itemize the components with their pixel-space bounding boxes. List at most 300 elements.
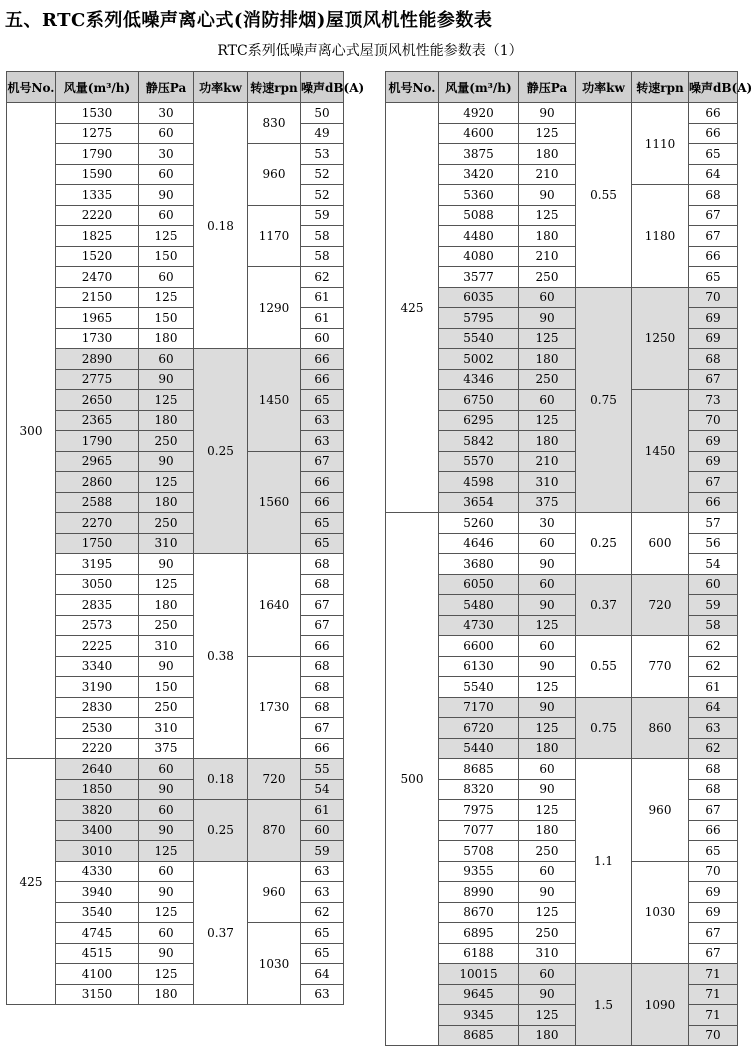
- header-model: 机号No.: [7, 72, 56, 103]
- flow-cell: 9355: [439, 861, 519, 882]
- speed-cell: 870: [248, 800, 301, 862]
- pressure-cell: 125: [519, 718, 576, 739]
- flow-cell: 6600: [439, 636, 519, 657]
- table-row: [386, 185, 738, 206]
- power-cell: 0.25: [194, 800, 248, 862]
- header-flow: 风量(m³/h): [439, 72, 519, 103]
- noise-cell: 63: [301, 410, 344, 431]
- flow-cell: 5540: [439, 677, 519, 698]
- table-row: [7, 267, 344, 288]
- noise-cell: 59: [689, 595, 738, 616]
- noise-cell: 69: [689, 902, 738, 923]
- flow-cell: 2775: [56, 369, 139, 390]
- flow-cell: 2365: [56, 410, 139, 431]
- pressure-cell: 310: [139, 533, 194, 554]
- table-row: [7, 656, 344, 677]
- header-speed: 转速rpn: [248, 72, 301, 103]
- pressure-cell: 90: [519, 984, 576, 1005]
- flow-cell: 1590: [56, 164, 139, 185]
- pressure-cell: 125: [139, 226, 194, 247]
- flow-cell: 2220: [56, 738, 139, 759]
- pressure-cell: 90: [519, 308, 576, 329]
- flow-cell: 6050: [439, 574, 519, 595]
- table-row: [386, 574, 738, 595]
- table-row: [7, 144, 344, 165]
- table-row: [7, 349, 344, 370]
- noise-cell: 67: [301, 595, 344, 616]
- power-cell: 0.25: [576, 513, 632, 575]
- pressure-cell: 125: [519, 902, 576, 923]
- noise-cell: 67: [689, 472, 738, 493]
- pressure-cell: 90: [519, 103, 576, 124]
- flow-cell: 3577: [439, 267, 519, 288]
- header-power: 功率kw: [194, 72, 248, 103]
- pressure-cell: 60: [139, 205, 194, 226]
- pressure-cell: 210: [519, 164, 576, 185]
- flow-cell: 3400: [56, 820, 139, 841]
- power-cell: 0.55: [576, 636, 632, 698]
- noise-cell: 60: [301, 820, 344, 841]
- pressure-cell: 180: [139, 492, 194, 513]
- pressure-cell: 180: [139, 595, 194, 616]
- speed-cell: 1290: [248, 267, 301, 349]
- pressure-cell: 60: [139, 349, 194, 370]
- pressure-cell: 90: [139, 554, 194, 575]
- pressure-cell: 60: [139, 923, 194, 944]
- noise-cell: 62: [689, 656, 738, 677]
- noise-cell: 62: [301, 267, 344, 288]
- pressure-cell: 180: [139, 410, 194, 431]
- flow-cell: 2860: [56, 472, 139, 493]
- pressure-cell: 375: [139, 738, 194, 759]
- power-cell: 0.18: [194, 103, 248, 349]
- speed-cell: 1560: [248, 451, 301, 554]
- flow-cell: 8320: [439, 779, 519, 800]
- flow-cell: 1965: [56, 308, 139, 329]
- flow-cell: 4346: [439, 369, 519, 390]
- flow-cell: 3340: [56, 656, 139, 677]
- table-row: [386, 759, 738, 780]
- power-cell: 0.25: [194, 349, 248, 554]
- header-model: 机号No.: [386, 72, 439, 103]
- flow-cell: 3540: [56, 902, 139, 923]
- noise-cell: 67: [689, 205, 738, 226]
- model-cell: 300: [7, 103, 56, 759]
- noise-cell: 66: [301, 369, 344, 390]
- flow-cell: 3654: [439, 492, 519, 513]
- speed-cell: 1180: [632, 185, 689, 288]
- speed-cell: 1170: [248, 205, 301, 267]
- flow-cell: 5260: [439, 513, 519, 534]
- noise-cell: 63: [689, 718, 738, 739]
- noise-cell: 69: [689, 328, 738, 349]
- flow-cell: 1850: [56, 779, 139, 800]
- flow-cell: 5480: [439, 595, 519, 616]
- pressure-cell: 60: [519, 574, 576, 595]
- flow-cell: 3820: [56, 800, 139, 821]
- flow-cell: 4100: [56, 964, 139, 985]
- flow-cell: 9645: [439, 984, 519, 1005]
- speed-cell: 860: [632, 697, 689, 759]
- noise-cell: 70: [689, 287, 738, 308]
- noise-cell: 65: [689, 267, 738, 288]
- noise-cell: 66: [689, 123, 738, 144]
- table-row: [386, 287, 738, 308]
- pressure-cell: 125: [519, 615, 576, 636]
- flow-cell: 1730: [56, 328, 139, 349]
- pressure-cell: 60: [139, 164, 194, 185]
- noise-cell: 69: [689, 431, 738, 452]
- noise-cell: 70: [689, 410, 738, 431]
- noise-cell: 67: [301, 615, 344, 636]
- pressure-cell: 125: [519, 205, 576, 226]
- pressure-cell: 90: [139, 882, 194, 903]
- pressure-cell: 90: [139, 369, 194, 390]
- flow-cell: 10015: [439, 964, 519, 985]
- flow-cell: 3010: [56, 841, 139, 862]
- noise-cell: 67: [301, 718, 344, 739]
- noise-cell: 59: [301, 205, 344, 226]
- table-row: [7, 451, 344, 472]
- pressure-cell: 60: [519, 636, 576, 657]
- flow-cell: 7077: [439, 820, 519, 841]
- pressure-cell: 180: [139, 984, 194, 1005]
- pressure-cell: 125: [519, 123, 576, 144]
- pressure-cell: 125: [519, 677, 576, 698]
- flow-cell: 2470: [56, 267, 139, 288]
- flow-cell: 2220: [56, 205, 139, 226]
- pressure-cell: 310: [519, 943, 576, 964]
- pressure-cell: 125: [139, 964, 194, 985]
- flow-cell: 2650: [56, 390, 139, 411]
- table-row: [386, 964, 738, 985]
- pressure-cell: 30: [139, 144, 194, 165]
- speed-cell: 1090: [632, 964, 689, 1046]
- flow-cell: 1335: [56, 185, 139, 206]
- noise-cell: 70: [689, 1025, 738, 1046]
- performance-table-right: [385, 71, 752, 1046]
- power-cell: 0.75: [576, 287, 632, 513]
- noise-cell: 70: [689, 861, 738, 882]
- speed-cell: 830: [248, 103, 301, 144]
- pressure-cell: 30: [519, 513, 576, 534]
- power-cell: 0.37: [576, 574, 632, 636]
- pressure-cell: 250: [519, 923, 576, 944]
- flow-cell: 2835: [56, 595, 139, 616]
- noise-cell: 62: [689, 738, 738, 759]
- flow-cell: 2830: [56, 697, 139, 718]
- pressure-cell: 180: [519, 738, 576, 759]
- pressure-cell: 125: [519, 800, 576, 821]
- noise-cell: 50: [301, 103, 344, 124]
- pressure-cell: 250: [519, 369, 576, 390]
- noise-cell: 60: [301, 328, 344, 349]
- speed-cell: 600: [632, 513, 689, 575]
- noise-cell: 68: [689, 779, 738, 800]
- noise-cell: 66: [689, 103, 738, 124]
- noise-cell: 66: [301, 636, 344, 657]
- pressure-cell: 60: [139, 800, 194, 821]
- flow-cell: 5002: [439, 349, 519, 370]
- speed-cell: 1450: [248, 349, 301, 452]
- noise-cell: 68: [689, 759, 738, 780]
- noise-cell: 54: [689, 554, 738, 575]
- power-cell: 1.1: [576, 759, 632, 964]
- pressure-cell: 250: [139, 513, 194, 534]
- noise-cell: 67: [689, 923, 738, 944]
- flow-cell: 1520: [56, 246, 139, 267]
- noise-cell: 52: [301, 185, 344, 206]
- flow-cell: 5842: [439, 431, 519, 452]
- table-row: [386, 697, 738, 718]
- header-power: 功率kw: [576, 72, 632, 103]
- pressure-cell: 60: [519, 287, 576, 308]
- pressure-cell: 125: [519, 328, 576, 349]
- speed-cell: 960: [248, 144, 301, 206]
- table-row: [386, 636, 738, 657]
- flow-cell: 1750: [56, 533, 139, 554]
- noise-cell: 60: [689, 574, 738, 595]
- pressure-cell: 60: [519, 861, 576, 882]
- pressure-cell: 210: [519, 246, 576, 267]
- noise-cell: 66: [689, 246, 738, 267]
- pressure-cell: 210: [519, 451, 576, 472]
- header-pressure: 静压Pa: [139, 72, 194, 103]
- model-cell: 425: [386, 103, 439, 513]
- pressure-cell: 60: [139, 267, 194, 288]
- flow-cell: 4080: [439, 246, 519, 267]
- noise-cell: 61: [689, 677, 738, 698]
- noise-cell: 56: [689, 533, 738, 554]
- flow-cell: 2150: [56, 287, 139, 308]
- pressure-cell: 125: [139, 841, 194, 862]
- noise-cell: 58: [689, 615, 738, 636]
- flow-cell: 8685: [439, 759, 519, 780]
- pressure-cell: 375: [519, 492, 576, 513]
- table-row: [7, 554, 344, 575]
- noise-cell: 66: [301, 738, 344, 759]
- flow-cell: 3875: [439, 144, 519, 165]
- noise-cell: 66: [301, 472, 344, 493]
- pressure-cell: 150: [139, 308, 194, 329]
- pressure-cell: 90: [519, 185, 576, 206]
- pressure-cell: 310: [519, 472, 576, 493]
- table-row: [386, 103, 738, 124]
- noise-cell: 66: [689, 820, 738, 841]
- noise-cell: 58: [301, 226, 344, 247]
- noise-cell: 66: [689, 492, 738, 513]
- flow-cell: 3940: [56, 882, 139, 903]
- noise-cell: 64: [689, 164, 738, 185]
- pressure-cell: 90: [519, 882, 576, 903]
- table-subtitle: RTC系列低噪声离心式屋顶风机性能参数表（1）: [217, 43, 523, 59]
- noise-cell: 54: [301, 779, 344, 800]
- flow-cell: 2890: [56, 349, 139, 370]
- pressure-cell: 180: [519, 431, 576, 452]
- pressure-cell: 180: [519, 1025, 576, 1046]
- speed-cell: 960: [632, 759, 689, 862]
- flow-cell: 7975: [439, 800, 519, 821]
- noise-cell: 71: [689, 964, 738, 985]
- speed-cell: 1250: [632, 287, 689, 390]
- flow-cell: 5708: [439, 841, 519, 862]
- power-cell: 1.5: [576, 964, 632, 1046]
- power-cell: 0.38: [194, 554, 248, 759]
- noise-cell: 67: [689, 369, 738, 390]
- noise-cell: 58: [301, 246, 344, 267]
- flow-cell: 4745: [56, 923, 139, 944]
- pressure-cell: 310: [139, 718, 194, 739]
- pressure-cell: 60: [139, 861, 194, 882]
- flow-cell: 5570: [439, 451, 519, 472]
- flow-cell: 2588: [56, 492, 139, 513]
- flow-cell: 1790: [56, 431, 139, 452]
- flow-cell: 3195: [56, 554, 139, 575]
- flow-cell: 3150: [56, 984, 139, 1005]
- flow-cell: 5540: [439, 328, 519, 349]
- pressure-cell: 90: [139, 820, 194, 841]
- noise-cell: 61: [301, 308, 344, 329]
- flow-cell: 4515: [56, 943, 139, 964]
- speed-cell: 960: [248, 861, 301, 923]
- pressure-cell: 125: [519, 1005, 576, 1026]
- pressure-cell: 125: [139, 574, 194, 595]
- pressure-cell: 90: [519, 595, 576, 616]
- noise-cell: 63: [301, 882, 344, 903]
- pressure-cell: 90: [139, 451, 194, 472]
- header-flow: 风量(m³/h): [56, 72, 139, 103]
- flow-cell: 5360: [439, 185, 519, 206]
- pressure-cell: 60: [519, 533, 576, 554]
- flow-cell: 6188: [439, 943, 519, 964]
- flow-cell: 4600: [439, 123, 519, 144]
- flow-cell: 4330: [56, 861, 139, 882]
- flow-cell: 2965: [56, 451, 139, 472]
- table-row: [7, 861, 344, 882]
- pressure-cell: 180: [519, 226, 576, 247]
- flow-cell: 6130: [439, 656, 519, 677]
- noise-cell: 57: [689, 513, 738, 534]
- header-noise: 噪声dB(A): [301, 72, 344, 103]
- noise-cell: 63: [301, 984, 344, 1005]
- noise-cell: 61: [301, 800, 344, 821]
- noise-cell: 68: [301, 574, 344, 595]
- flow-cell: 6895: [439, 923, 519, 944]
- flow-cell: 3680: [439, 554, 519, 575]
- pressure-cell: 125: [139, 472, 194, 493]
- pressure-cell: 250: [519, 841, 576, 862]
- flow-cell: 6750: [439, 390, 519, 411]
- noise-cell: 63: [301, 431, 344, 452]
- flow-cell: 7170: [439, 697, 519, 718]
- pressure-cell: 90: [519, 779, 576, 800]
- noise-cell: 65: [689, 841, 738, 862]
- pressure-cell: 60: [519, 390, 576, 411]
- flow-cell: 4730: [439, 615, 519, 636]
- power-cell: 0.37: [194, 861, 248, 1005]
- table-row: [386, 513, 738, 534]
- pressure-cell: 30: [139, 103, 194, 124]
- pressure-cell: 125: [139, 287, 194, 308]
- noise-cell: 68: [689, 185, 738, 206]
- speed-cell: 720: [248, 759, 301, 800]
- flow-cell: 1275: [56, 123, 139, 144]
- flow-cell: 8670: [439, 902, 519, 923]
- performance-table-left: [6, 71, 365, 1005]
- noise-cell: 73: [689, 390, 738, 411]
- flow-cell: 8685: [439, 1025, 519, 1046]
- pressure-cell: 60: [519, 759, 576, 780]
- pressure-cell: 250: [139, 697, 194, 718]
- noise-cell: 65: [301, 533, 344, 554]
- speed-cell: 720: [632, 574, 689, 636]
- pressure-cell: 60: [139, 123, 194, 144]
- pressure-cell: 250: [519, 267, 576, 288]
- pressure-cell: 250: [139, 431, 194, 452]
- speed-cell: 1450: [632, 390, 689, 513]
- flow-cell: 4598: [439, 472, 519, 493]
- pressure-cell: 150: [139, 246, 194, 267]
- noise-cell: 67: [689, 943, 738, 964]
- noise-cell: 63: [301, 861, 344, 882]
- flow-cell: 6295: [439, 410, 519, 431]
- noise-cell: 67: [689, 226, 738, 247]
- noise-cell: 64: [689, 697, 738, 718]
- pressure-cell: 125: [139, 390, 194, 411]
- pressure-cell: 310: [139, 636, 194, 657]
- header-pressure: 静压Pa: [519, 72, 576, 103]
- pressure-cell: 250: [139, 615, 194, 636]
- noise-cell: 64: [301, 964, 344, 985]
- flow-cell: 1825: [56, 226, 139, 247]
- noise-cell: 68: [301, 677, 344, 698]
- flow-cell: 5795: [439, 308, 519, 329]
- pressure-cell: 180: [519, 820, 576, 841]
- power-cell: 0.18: [194, 759, 248, 800]
- pressure-cell: 125: [519, 410, 576, 431]
- flow-cell: 6035: [439, 287, 519, 308]
- pressure-cell: 90: [139, 656, 194, 677]
- flow-cell: 4480: [439, 226, 519, 247]
- model-cell: 500: [386, 513, 439, 1046]
- flow-cell: 2530: [56, 718, 139, 739]
- table-row: [7, 800, 344, 821]
- flow-cell: 2640: [56, 759, 139, 780]
- table-row: [386, 861, 738, 882]
- flow-cell: 3050: [56, 574, 139, 595]
- noise-cell: 69: [689, 882, 738, 903]
- speed-cell: 1640: [248, 554, 301, 657]
- noise-cell: 68: [301, 554, 344, 575]
- table-row: [7, 923, 344, 944]
- table-row: [7, 205, 344, 226]
- speed-cell: 1730: [248, 656, 301, 759]
- pressure-cell: 90: [519, 656, 576, 677]
- header-noise: 噪声dB(A): [689, 72, 738, 103]
- noise-cell: 65: [301, 923, 344, 944]
- table-row: [7, 103, 344, 124]
- pressure-cell: 90: [519, 697, 576, 718]
- pressure-cell: 125: [139, 902, 194, 923]
- noise-cell: 68: [301, 697, 344, 718]
- noise-cell: 61: [301, 287, 344, 308]
- flow-cell: 5088: [439, 205, 519, 226]
- noise-cell: 67: [301, 451, 344, 472]
- noise-cell: 71: [689, 1005, 738, 1026]
- flow-cell: 1790: [56, 144, 139, 165]
- table-row: [7, 759, 344, 780]
- flow-cell: 8990: [439, 882, 519, 903]
